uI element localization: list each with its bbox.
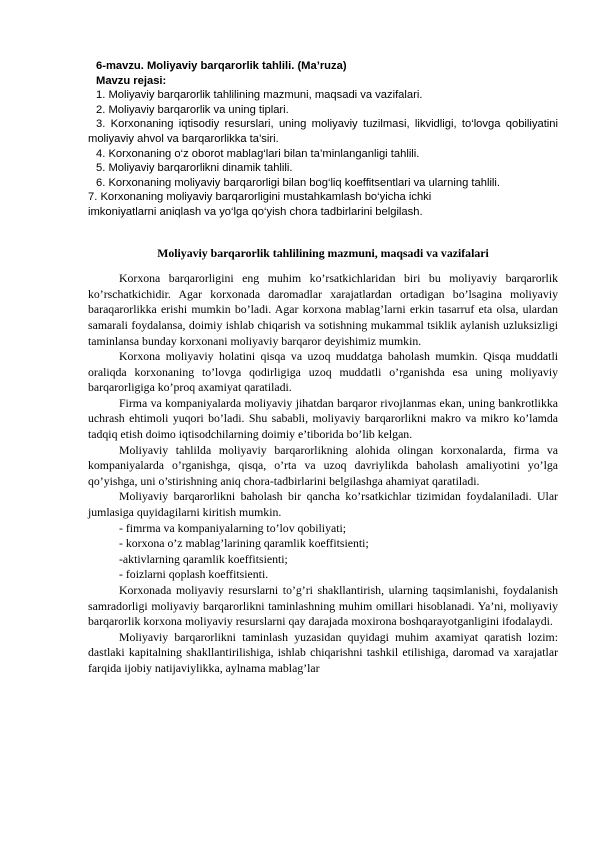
lecture-plan [88, 59, 558, 220]
lecture-title: 6-mavzu. Moliyaviy barqarorlik tahlili. (Ma’ruza) [96, 60, 347, 72]
plan-item: 6. Korxonaning moliyaviy barqarorligi bilan bog‘liq koeffitsentlari va ularning tahlili. [96, 176, 501, 189]
plan-subtitle: Mavzu rejasi: [96, 74, 167, 87]
document-page [88, 59, 558, 677]
paragraph: Moliyaviy tahlilda moliyaviy barqarorlikning alohida olingan korxonalarda, firma va kompaniyalarda o’rganishga, qisqa, o’rta va uzoq davriylikda baholash amaliyotini yo’lga qo’yishga, uni o’stirishning aniq chora-tadbirlarini belgilashga ahamiyat qaratiladi. [88, 442, 558, 488]
plan-item: 5. Moliyaviy barqarorlikni dinamik tahlili. [96, 162, 293, 175]
plan-item: 4. Korxonaning o‘z oborot mablag‘lari bilan ta’minlanganligi tahlili. [96, 147, 420, 160]
list-item: -aktivlarning qaramlik koeffitsienti; [119, 551, 288, 566]
section-body [88, 246, 558, 677]
plan-item: 1. Moliyaviy barqarorlik tahlilining mazmuni, maqsadi va vazifalari. [96, 89, 423, 102]
section-heading: Moliyaviy barqarorlik tahlilining mazmuni, maqsadi va vazifalari [157, 245, 489, 260]
list-item: - foizlarni qoplash koeffitsienti. [119, 567, 269, 582]
paragraph: Korxona moliyaviy holatini qisqa va uzoq muddatga baholash mumkin. Qisqa muddatli oraliqda korxonaning to’lovga qodirligiga uzoq muddatli o’rganishda esa uning moliyaviy barqarorligiga ko’proq axamiyat qaratiladi. [88, 349, 558, 395]
list-item: - korxona o’z mablag’larining qaramlik koeffitsienti; [119, 536, 369, 551]
paragraph: Korxonada moliyaviy resurslarni to’g’ri shakllantirish, ularning taqsimlanishi, foydalanish samradorligi moliyaviy barqarorlikni taminlashning muhim omillari hisoblanadi. Ya’ni, moliyaviy barqarorlik korxona moliyaviy resurslarni qay darajada moxirona boshqarayotganligini ifodalaydi. [88, 583, 558, 629]
paragraph: Firma va kompaniyalarda moliyaviy jihatdan barqaror rivojlanmas ekan, uning bankrotlikka uchrash ehtimoli yuqori bo’ladi. Shu sababli, moliyaviy barqarorlikni makro va mikro ko’lamda tadqiq etish doimo iqtisodchilarning doimiy e’tiborida bo’lib kelgan. [88, 395, 558, 442]
paragraph: Moliyaviy barqarorlikni baholash bir qancha ko’rsatkichlar tizimidan foydalaniladi. Ular jumlasiga quyidagilarni kiritish mumkin. [88, 489, 558, 520]
paragraph: Moliyaviy barqarorlikni taminlash yuzasidan quyidagi muhim axamiyat qaratish lozim: dastlaki kapitalning shakllantirilishiga, ishlab chiqarishni tashkil etilishiga, daromad va xarajatlar farqida ijobiy natijaviylikka, aylnama mablag’lar [88, 629, 558, 675]
paragraph: Korxona barqarorligini eng muhim ko’rsatkichlaridan biri bu moliyaviy barqarorlik ko’rschatkichidir. Agar korxonada daromadlar xarajatlardan ortadigan bo’lsagina moliyaviy baraqarorlikka erishi mumkin bo’ladi. Agar korxona mablag’larni erkin tasarruf eta olsa, ulardan samarali foydalansa, doimiy ishlab chiqarish va sotishning mukammal tsiklik aylanish uzluksizligi taminlansa bunday korxonani moliyaviy barqaror deyishimiz mumkin. [88, 271, 558, 348]
plan-item: 3. Korxonaning iqtisodiy resurslari, uning moliyaviy tuzilmasi, likvidligi, to‘lovga qobiliyatini moliyaviy ahvol va barqarorlikka ta’siri. [88, 118, 558, 145]
plan-item: 2. Moliyaviy barqarorlik va uning tiplari. [96, 103, 289, 116]
plan-item: 7. Korxonaning moliyaviy barqarorligini mustahkamlash bo‘yicha ichki imkoniyatlarni aniqlash va yo‘lga qo‘yish chora tadbirlarini belgilash. [88, 191, 432, 218]
list-item: - fimrma va kompaniyalarning to’lov qobiliyati; [119, 520, 347, 535]
